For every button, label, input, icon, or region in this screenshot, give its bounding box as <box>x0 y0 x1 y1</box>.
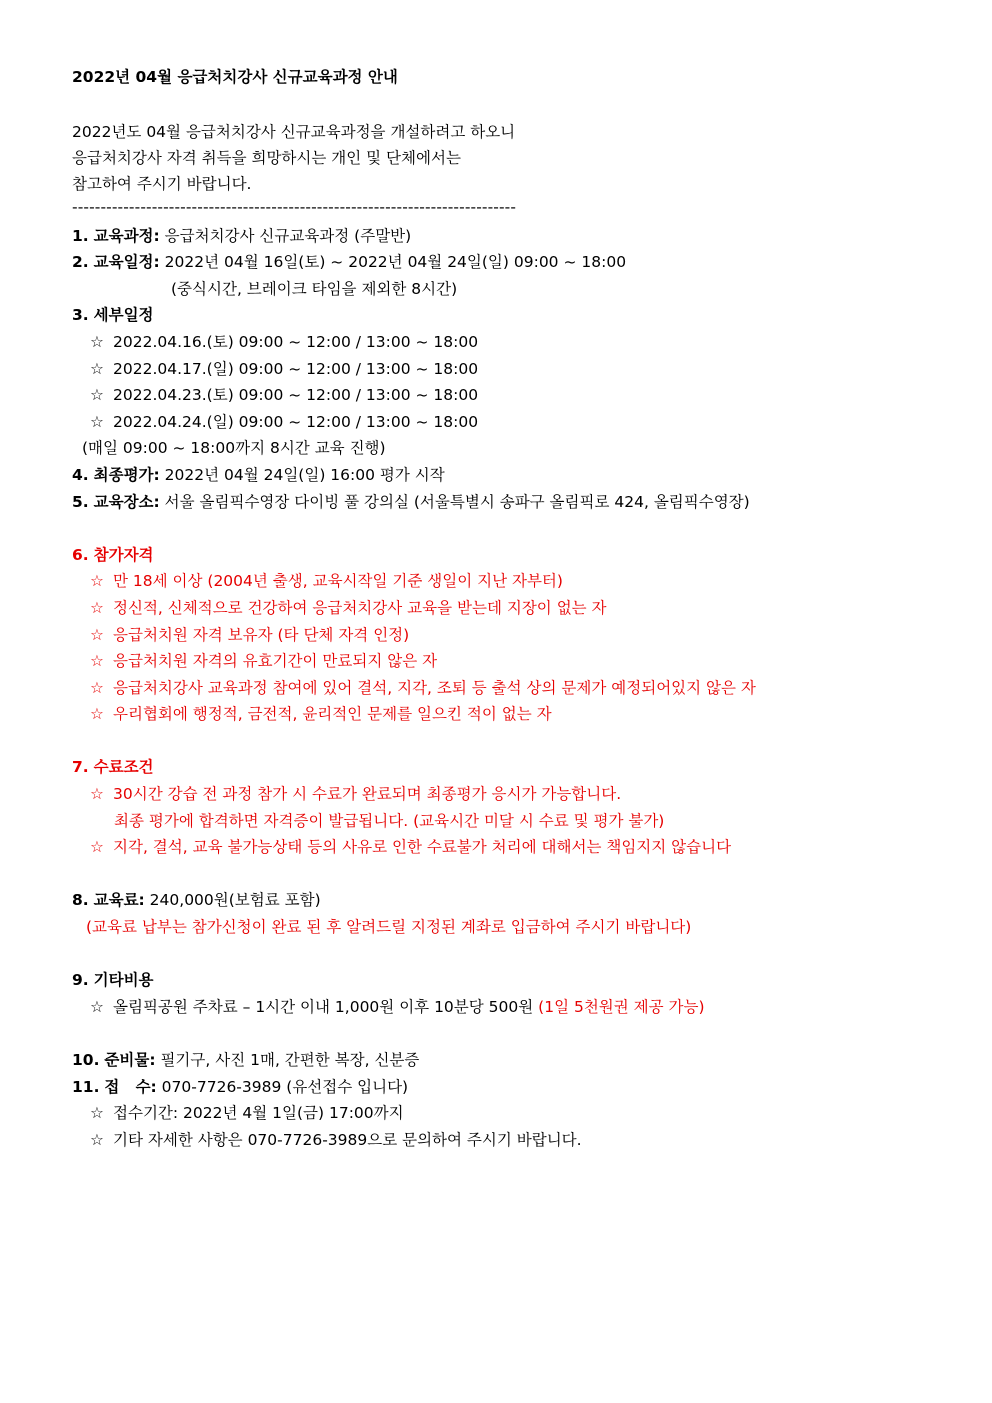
section-number: 6. <box>72 545 89 564</box>
list-item <box>72 595 932 622</box>
section-number: 11. <box>72 1077 100 1096</box>
list-item-continuation: 최종 평가에 합격하면 자격증이 발급됩니다. (교육시간 미달 시 수료 및 평가 불가) <box>114 811 665 830</box>
star-icon: ☆ <box>90 785 104 804</box>
star-icon: ☆ <box>90 598 104 617</box>
star-icon: ☆ <box>90 386 104 405</box>
star-icon: ☆ <box>90 359 104 378</box>
section-value: 응급처치강사 신규교육과정 (주말반) <box>159 226 412 245</box>
divider-line: ------------------------------------------------------------------------------ <box>72 197 517 216</box>
section-number: 4. <box>72 465 89 484</box>
schedule-note: (중식시간, 브레이크 타임을 제외한 8시간) <box>171 279 458 298</box>
section-schedule <box>72 249 932 276</box>
star-icon: ☆ <box>90 838 104 857</box>
section-heading <box>72 542 932 569</box>
spacer <box>72 861 932 888</box>
spacer <box>72 515 932 542</box>
section-value: 240,000원(보험료 포함) <box>144 891 321 910</box>
section-other-costs <box>72 967 932 994</box>
list-item <box>72 994 932 1021</box>
list-item-text: 올림픽공원 주차료 – 1시간 이내 1,000원 이후 10분당 500원 <box>113 997 539 1016</box>
section-number: 1. <box>72 226 89 245</box>
list-item <box>72 834 932 861</box>
list-item-text: 2022.04.23.(토) 09:00 ~ 12:00 / 13:00 ~ 18:00 <box>113 386 479 405</box>
list-item <box>72 356 932 383</box>
list-item-text: 접수기간: 2022년 4월 1일(금) 17:00까지 <box>113 1104 404 1123</box>
section-number: 10. <box>72 1051 100 1069</box>
section-completion <box>72 754 932 860</box>
list-item-text: 30시간 강습 전 과정 참가 시 수료가 완료되며 최종평가 응시가 가능합니다. <box>113 785 622 804</box>
section-label: 세부일정 <box>93 306 154 325</box>
list-item <box>72 329 932 356</box>
spacer <box>72 1020 932 1047</box>
intro-line-1: 2022년도 04월 응급처치강사 신규교육과정을 개설하려고 하오니 <box>72 122 516 141</box>
list-item <box>72 1100 932 1127</box>
section-eligibility <box>72 542 932 728</box>
star-icon: ☆ <box>90 678 104 697</box>
list-item-text: 2022.04.24.(일) 09:00 ~ 12:00 / 13:00 ~ 18:00 <box>113 412 479 431</box>
star-icon: ☆ <box>90 412 104 431</box>
star-icon: ☆ <box>90 572 104 591</box>
list-item <box>72 1127 932 1154</box>
star-icon: ☆ <box>90 652 104 671</box>
section-label: 교육료: <box>93 891 145 910</box>
section-course <box>72 223 932 250</box>
section-supplies <box>72 1047 932 1074</box>
list-item-text: 응급처치원 자격의 유효기간이 만료되지 않은 자 <box>113 652 438 671</box>
list-item <box>72 622 932 649</box>
section-value: 필기구, 사진 1매, 간편한 복장, 신분증 <box>155 1051 420 1069</box>
spacer <box>72 941 932 968</box>
section-value: 2022년 04월 16일(토) ~ 2022년 04월 24일(일) 09:00 ~ 18:00 <box>159 253 627 272</box>
document-title: 2022년 04월 응급처치강사 신규교육과정 안내 <box>72 68 398 86</box>
section-label: 교육일정: <box>93 253 160 272</box>
star-icon: ☆ <box>90 1130 104 1149</box>
section-label: 접 수: <box>104 1077 157 1096</box>
section-number: 2. <box>72 253 89 272</box>
intro-line-3: 참고하여 주시기 바랍니다. <box>72 174 252 193</box>
section-number: 5. <box>72 492 89 511</box>
list-item <box>72 675 932 702</box>
star-icon: ☆ <box>90 997 104 1016</box>
list-item-text: 만 18세 이상 (2004년 출생, 교육시작일 기준 생일이 지난 자부터) <box>113 572 563 591</box>
section-label: 준비물: <box>104 1051 156 1069</box>
section-value: 서울 올림픽수영장 다이빙 풀 강의실 (서울특별시 송파구 올림픽로 424, 올림픽수영장) <box>159 492 750 511</box>
intro-paragraph <box>72 119 932 197</box>
section-number: 3. <box>72 306 89 325</box>
section-value: 2022년 04월 24일(일) 16:00 평가 시작 <box>159 465 445 484</box>
list-item-text: 우리협회에 행정적, 금전적, 윤리적인 문제를 일으킨 적이 없는 자 <box>113 705 552 724</box>
list-item <box>72 781 932 808</box>
fee-note: (교육료 납부는 참가신청이 완료 된 후 알려드릴 지정된 계좌로 입금하여 주시기 바랍니다) <box>86 918 692 937</box>
star-icon: ☆ <box>90 1104 104 1123</box>
section-detail-schedule <box>72 302 932 329</box>
list-item-text: 기타 자세한 사항은 070-7726-3989으로 문의하여 주시기 바랍니다. <box>113 1130 582 1149</box>
list-item-text: 정신적, 신체적으로 건강하여 응급처치강사 교육을 받는데 지장이 없는 자 <box>113 598 607 617</box>
section-number: 9. <box>72 971 89 990</box>
list-item <box>72 701 932 728</box>
section-registration <box>72 1074 932 1101</box>
list-item-text: 응급처치강사 교육과정 참여에 있어 결석, 지각, 조퇴 등 출석 상의 문제가 예정되어있지 않은 자 <box>113 678 756 697</box>
section-label: 수료조건 <box>93 758 154 777</box>
parking-discount-note: (1일 5천원권 제공 가능) <box>538 997 705 1016</box>
list-item <box>72 409 932 436</box>
section-label: 참가자격 <box>93 545 154 564</box>
list-item <box>72 568 932 595</box>
section-label: 교육장소: <box>93 492 160 511</box>
list-item-text: 지각, 결석, 교육 불가능상태 등의 사유로 인한 수료불가 처리에 대해서는 책임지지 않습니다 <box>113 838 732 857</box>
section-heading <box>72 754 932 781</box>
section-number: 7. <box>72 758 89 777</box>
section-label: 기타비용 <box>93 971 154 990</box>
section-fee <box>72 887 932 914</box>
list-item <box>72 382 932 409</box>
star-icon: ☆ <box>90 332 104 351</box>
section-label: 교육과정: <box>93 226 160 245</box>
section-final-exam <box>72 462 932 489</box>
section-location <box>72 489 932 516</box>
section-value: 070-7726-3989 (유선접수 입니다) <box>156 1077 409 1096</box>
list-item-text: 2022.04.16.(토) 09:00 ~ 12:00 / 13:00 ~ 18:00 <box>113 332 479 351</box>
section-number: 8. <box>72 891 89 910</box>
document-page <box>72 64 932 1153</box>
spacer <box>72 728 932 755</box>
star-icon: ☆ <box>90 625 104 644</box>
list-item <box>72 648 932 675</box>
section-label: 최종평가: <box>93 465 160 484</box>
star-icon: ☆ <box>90 705 104 724</box>
detail-schedule-note: (매일 09:00 ~ 18:00까지 8시간 교육 진행) <box>82 439 386 458</box>
list-item-text: 2022.04.17.(일) 09:00 ~ 12:00 / 13:00 ~ 18:00 <box>113 359 479 378</box>
intro-line-2: 응급처치강사 자격 취득을 희망하시는 개인 및 단체에서는 <box>72 148 461 167</box>
list-item-text: 응급처치원 자격 보유자 (타 단체 자격 인정) <box>113 625 410 644</box>
